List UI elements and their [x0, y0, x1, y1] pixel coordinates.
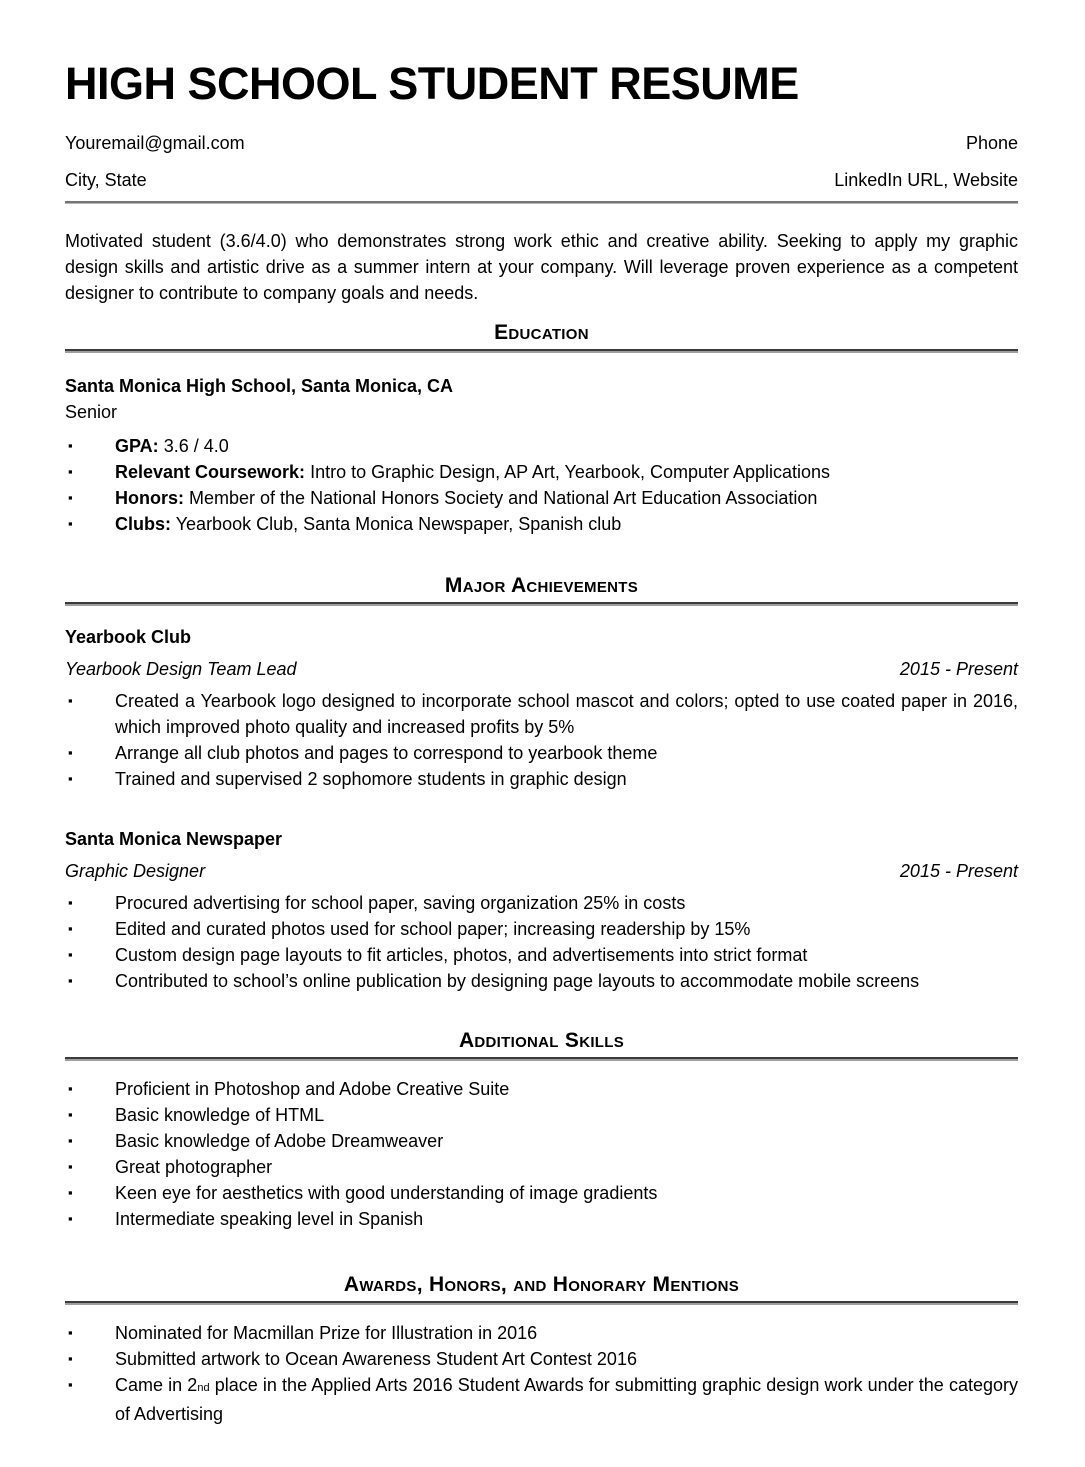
bullet-text: Custom design page layouts to fit articles, photos, and advertisements into strict format	[115, 945, 808, 965]
bullet-label: Relevant Coursework:	[115, 462, 306, 482]
contact-location: City, State	[65, 170, 147, 190]
bullet-square-icon: ▪	[68, 464, 73, 479]
bullet-square-icon: ▪	[68, 1081, 73, 1096]
section-rule	[65, 602, 1018, 606]
bullet-text: Basic knowledge of Adobe Dreamweaver	[115, 1131, 444, 1151]
bullet-text: Nominated for Macmillan Prize for Illustration in 2016	[115, 1323, 538, 1343]
achievement-bullet	[65, 688, 1018, 740]
skills-list	[65, 1076, 1018, 1232]
bullet-text: Member of the National Honors Society and National Art Education Association	[189, 488, 818, 508]
contact-row-1	[65, 131, 1018, 155]
bullet-text: Intermediate speaking level in Spanish	[115, 1209, 424, 1229]
header-divider	[65, 201, 1018, 204]
contact-links: LinkedIn URL, Website	[834, 170, 1018, 190]
bullet-label: Honors:	[115, 488, 184, 508]
bullet-square-icon: ▪	[68, 1133, 73, 1148]
bullet-square-icon: ▪	[68, 1159, 73, 1174]
awards-list	[65, 1320, 1018, 1427]
entry-organization: Santa Monica Newspaper	[65, 829, 283, 849]
bullet-square-icon: ▪	[68, 490, 73, 505]
bullet-text: Contributed to school’s online publication by designing page layouts to accommodate mobile screens	[115, 971, 920, 991]
bullet-square-icon: ▪	[68, 1185, 73, 1200]
ordinal-suffix: nd	[197, 1382, 210, 1394]
award-bullet	[65, 1372, 1018, 1427]
entry-role-row	[65, 656, 1018, 682]
skill-bullet	[65, 1206, 1018, 1232]
resume-page	[0, 57, 1085, 1467]
education-bullet	[65, 459, 1018, 485]
section-rule	[65, 349, 1018, 353]
achievement-list	[65, 890, 1018, 994]
bullet-square-icon: ▪	[68, 1325, 73, 1340]
bullet-text: Great photographer	[115, 1157, 273, 1177]
entry-dates: 2015 - Present	[899, 861, 1018, 881]
bullet-square-icon: ▪	[68, 438, 73, 453]
entry-role-row	[65, 858, 1018, 884]
award-bullet	[65, 1320, 1018, 1346]
entry-dates: 2015 - Present	[899, 659, 1018, 679]
skill-bullet	[65, 1128, 1018, 1154]
education-bullet	[65, 485, 1018, 511]
class-year: Senior	[65, 402, 118, 422]
skill-bullet	[65, 1180, 1018, 1206]
achievement-bullet	[65, 766, 1018, 792]
bullet-text: Created a Yearbook logo designed to incorporate school mascot and colors; opted to use coated paper in 2016, which improved photo quality and increased profits by 5%	[115, 691, 1018, 737]
section-rule	[65, 1301, 1018, 1305]
achievement-list	[65, 688, 1018, 792]
achievement-bullet	[65, 968, 1018, 994]
contact-email: Youremail@gmail.com	[65, 133, 245, 153]
bullet-text: Intro to Graphic Design, AP Art, Yearbook, Computer Applications	[310, 462, 831, 482]
bullet-square-icon: ▪	[68, 921, 73, 936]
section-heading-skills: Additional Skills	[458, 1029, 625, 1052]
award-bullet	[65, 1346, 1018, 1372]
bullet-square-icon: ▪	[68, 745, 73, 760]
bullet-square-icon: ▪	[68, 1211, 73, 1226]
education-bullet	[65, 511, 1018, 537]
section-heading-achievements: Major Achievements	[444, 574, 639, 597]
bullet-text: Trained and supervised 2 sophomore students in graphic design	[115, 769, 627, 789]
bullet-square-icon: ▪	[68, 1107, 73, 1122]
bullet-text-prefix: Came in 2	[115, 1375, 198, 1395]
page-title: HIGH SCHOOL STUDENT RESUME	[65, 58, 799, 109]
bullet-text: Yearbook Club, Santa Monica Newspaper, Spanish club	[175, 514, 622, 534]
bullet-square-icon: ▪	[68, 771, 73, 786]
skill-bullet	[65, 1102, 1018, 1128]
bullet-text: 3.6 / 4.0	[163, 436, 229, 456]
section-rule	[65, 1057, 1018, 1061]
bullet-label: Clubs:	[115, 514, 171, 534]
achievement-bullet	[65, 740, 1018, 766]
achievement-bullet	[65, 942, 1018, 968]
bullet-text: Proficient in Photoshop and Adobe Creative Suite	[115, 1079, 510, 1099]
achievement-bullet	[65, 890, 1018, 916]
skill-bullet	[65, 1076, 1018, 1102]
contact-phone: Phone	[965, 133, 1018, 153]
education-list	[65, 433, 1018, 537]
bullet-label: GPA:	[115, 436, 159, 456]
bullet-square-icon: ▪	[68, 1377, 73, 1392]
skill-bullet	[65, 1154, 1018, 1180]
bullet-text-suffix: place in the Applied Arts 2016 Student Awards for submitting graphic design work under the category of Advertising	[115, 1375, 1018, 1424]
bullet-text: Basic knowledge of HTML	[115, 1105, 325, 1125]
bullet-square-icon: ▪	[68, 973, 73, 988]
bullet-text: Submitted artwork to Ocean Awareness Student Art Contest 2016	[115, 1349, 637, 1369]
section-heading-education: Education	[494, 321, 589, 344]
education-bullet	[65, 433, 1018, 459]
bullet-square-icon: ▪	[68, 895, 73, 910]
entry-role: Graphic Designer	[65, 861, 206, 881]
bullet-square-icon: ▪	[68, 693, 73, 708]
section-heading-awards: Awards, Honors, and Honorary Mentions	[343, 1273, 740, 1296]
bullet-square-icon: ▪	[68, 1351, 73, 1366]
achievement-bullet	[65, 916, 1018, 942]
summary-paragraph: Motivated student (3.6/4.0) who demonstrates strong work ethic and creative ability. Seeking to apply my graphic design skills and artistic drive as a summer intern at your company. Will leverage proven experience as a competent designer to contribute to company goals and needs.	[65, 231, 1018, 303]
entry-role: Yearbook Design Team Lead	[65, 659, 297, 679]
bullet-square-icon: ▪	[68, 947, 73, 962]
bullet-square-icon: ▪	[68, 516, 73, 531]
bullet-text: Arrange all club photos and pages to correspond to yearbook theme	[115, 743, 658, 763]
entry-organization: Yearbook Club	[65, 627, 192, 647]
school-name: Santa Monica High School, Santa Monica, CA	[65, 376, 454, 396]
bullet-text: Procured advertising for school paper, saving organization 25% in costs	[115, 893, 686, 913]
contact-row-2	[65, 168, 1018, 192]
bullet-text: Edited and curated photos used for school paper; increasing readership by 15%	[115, 919, 751, 939]
bullet-text: Keen eye for aesthetics with good understanding of image gradients	[115, 1183, 658, 1203]
